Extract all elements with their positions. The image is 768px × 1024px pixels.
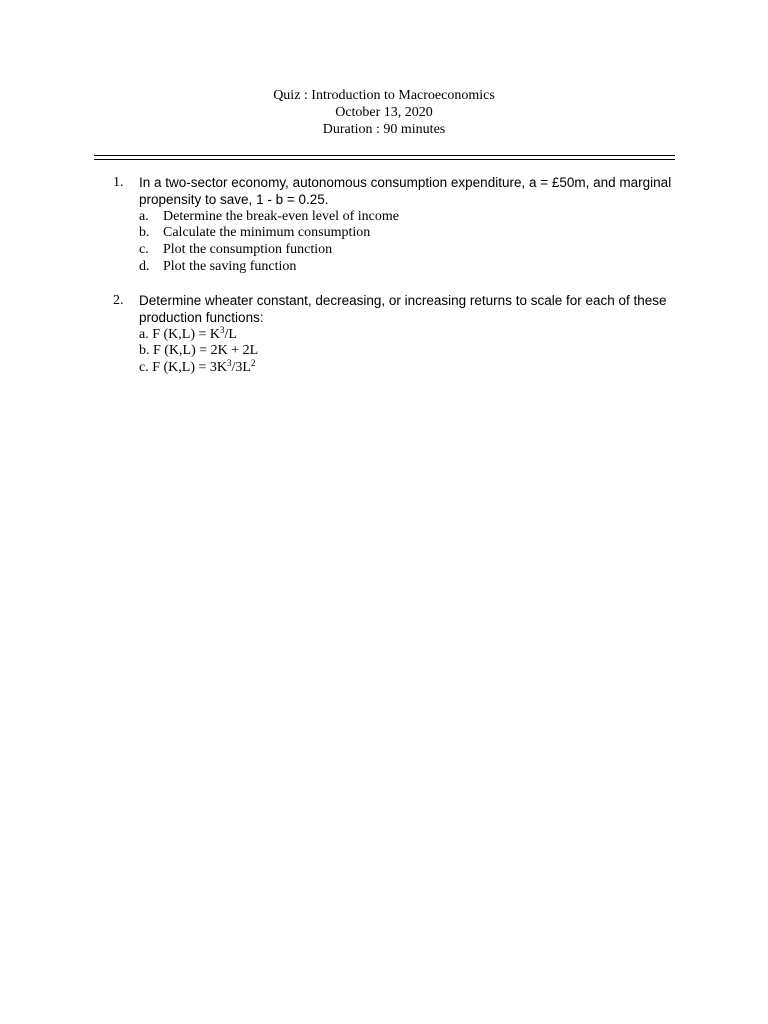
quiz-duration: Duration : 90 minutes xyxy=(322,122,446,137)
production-function-b: b. F (K,L) = 2K + 2L xyxy=(139,343,259,359)
question-text-part: a = £50m, xyxy=(528,175,590,190)
sub-item-text: Determine the break-even level of income xyxy=(163,208,399,224)
quiz-date: October 13, 2020 xyxy=(335,105,433,120)
formula-exponent: 3 xyxy=(220,324,225,335)
sub-item-text: Calculate the minimum consumption xyxy=(163,225,371,241)
formula-exponent: 2 xyxy=(250,358,256,369)
sub-item-letter: b. xyxy=(139,225,150,241)
header-divider-bottom xyxy=(94,159,675,160)
question-number: 1. xyxy=(113,175,124,190)
sub-item xyxy=(139,225,673,242)
question-1 xyxy=(113,175,673,276)
question-text: Determine wheater constant, decreasing, or increasing returns to scale for each of these production functions: xyxy=(139,293,667,325)
formula-text: a. F (K,L) = K xyxy=(139,326,220,342)
sub-item-letter: a. xyxy=(139,208,149,224)
question-text xyxy=(139,175,673,209)
question-text-part: In a two-sector economy, autonomous consumption expenditure, xyxy=(139,175,529,190)
formula-text: c. F (K,L) = 3K xyxy=(139,360,227,376)
question-text-part: and marginal propensity to save, 1 - b = 0.25. xyxy=(139,175,672,207)
header-divider-top xyxy=(94,155,675,156)
formula-text: /3L xyxy=(231,360,251,376)
question-body xyxy=(139,293,673,377)
formula-exponent: 3 xyxy=(227,358,232,369)
sub-item-letter: c. xyxy=(139,242,149,258)
production-function-a xyxy=(139,324,673,344)
sub-item xyxy=(139,259,673,276)
production-function-c xyxy=(139,360,673,377)
sub-item-text: Plot the consumption function xyxy=(163,242,333,258)
quiz-header xyxy=(0,87,768,138)
question-number: 2. xyxy=(113,293,124,308)
sub-item-letter: d. xyxy=(139,258,150,274)
sub-item-text: Plot the saving function xyxy=(163,258,297,274)
question-2 xyxy=(113,293,673,377)
quiz-title: Quiz : Introduction to Macroeconomics xyxy=(273,88,495,103)
sub-item xyxy=(139,209,673,226)
formula-text: /L xyxy=(224,326,237,342)
sub-item xyxy=(139,242,673,259)
question-body xyxy=(139,175,673,276)
